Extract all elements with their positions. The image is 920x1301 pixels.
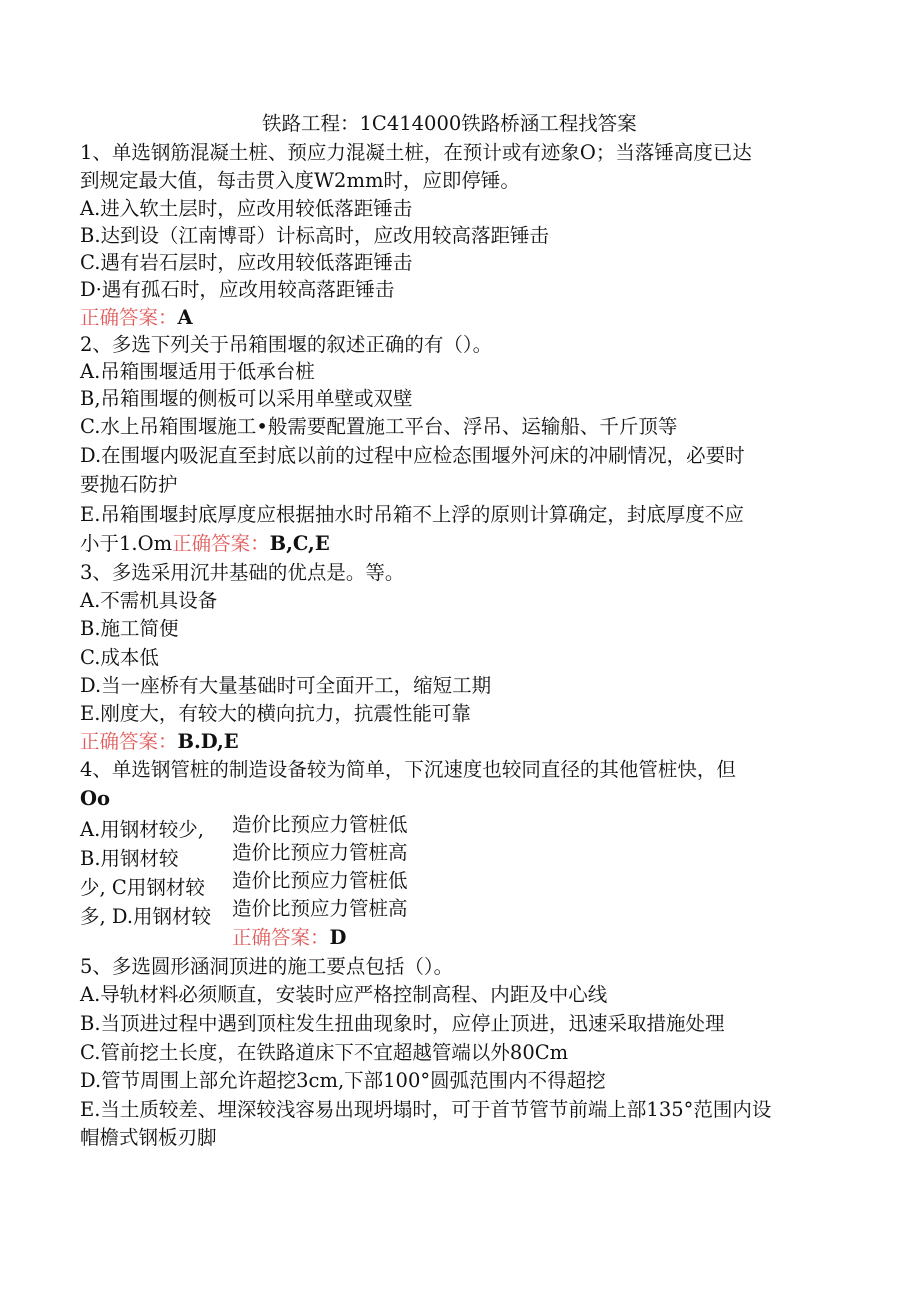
q5-option-a: A.导轨材料必须顺直，安装时应严格控制高程、内距及中心线 [80, 983, 608, 1006]
answer-label: 正确答案： [80, 730, 178, 753]
q4-right-line4: 造价比预应力管桩高 [232, 897, 408, 920]
answer-value: B,C,E [269, 532, 330, 555]
q3-option-e: E.刚度大，有较大的横向抗力，抗震性能可靠 [80, 702, 471, 725]
q2-option-d-line2: 要抛石防护 [80, 473, 178, 496]
answer-value: D [329, 926, 347, 949]
q1-option-b: B.达到设（江南博哥）计标高时，应改用较高落距锤击 [80, 224, 550, 247]
q1-answer [80, 304, 193, 332]
q1-stem-line1: 1、单选钢筋混凝土桩、预应力混凝土桩，在预计或有迹象O；当落锤高度已达 [80, 141, 752, 164]
q2-option-c: C.水上吊箱围堰施工•般需要配置施工平台、浮吊、运输船、千斤顶等 [80, 415, 678, 438]
q2-option-e-line2 [80, 530, 330, 558]
answer-label: 正确答案： [80, 306, 178, 329]
q3-option-c: C.成本低 [80, 646, 159, 669]
q2-option-e-line1: E.吊箱围堰封底厚度应根据抽水时吊箱不上浮的原则计算确定，封底厚度不应 [80, 503, 744, 526]
q4-stem-line1: 4、单选钢管桩的制造设备较为简单，下沉速度也较同直径的其他管桩快，但 [80, 758, 736, 781]
q5-option-b: B.当顶进过程中遇到顶柱发生扭曲现象时，应停止顶进，迅速采取措施处理 [80, 1012, 725, 1035]
q3-answer [80, 728, 239, 756]
q1-option-a: A.进入软土层时，应改用较低落距锤击 [80, 197, 413, 220]
q1-option-c: C.遇有岩石层时，应改用较低落距锤击 [80, 251, 413, 274]
q4-right-line2: 造价比预应力管桩高 [232, 841, 408, 864]
answer-value: B.D,E [177, 730, 239, 753]
q5-option-e-line1: E.当土质较差、埋深较浅容易出现坍塌时，可于首节管节前端上部135°范围内设 [80, 1098, 772, 1121]
q2-option-b: B,吊箱围堰的侧板可以采用单壁或双壁 [80, 387, 413, 410]
q4-left-line1: A.用钢材较少, [80, 818, 204, 841]
q2-stem: 2、多选下列关于吊箱围堰的叙述正确的有（）。 [80, 333, 493, 356]
q4-right-line3: 造价比预应力管桩低 [232, 869, 408, 892]
q2-option-e-tail: 小于1.Om [80, 532, 173, 555]
q4-left-line2: B.用钢材较 [80, 847, 179, 870]
q5-option-e-line2: 帽檐式钢板刃脚 [80, 1126, 217, 1149]
answer-label: 正确答案： [172, 532, 270, 555]
q3-option-b: B.施工简便 [80, 617, 179, 640]
page-title: 铁路工程：1C414000铁路桥涵工程找答案 [262, 112, 637, 135]
q2-option-d-line1: D.在围堰内吸泥直至封底以前的过程中应检态围堰外河床的冲刷情况，必要时 [80, 444, 745, 467]
q4-left-line4: 多, D.用钢材较 [80, 905, 212, 928]
q1-option-d: D·遇有孤石时，应改用较高落距锤击 [80, 278, 395, 301]
q4-right-line1: 造价比预应力管桩低 [232, 813, 408, 836]
q3-option-a: A.不需机具设备 [80, 589, 218, 612]
q3-stem: 3、多选采用沉井基础的优点是。等。 [80, 561, 405, 584]
q4-answer [232, 924, 346, 952]
q5-stem: 5、多选圆形涵洞顶进的施工要点包括（）。 [80, 955, 454, 978]
q3-option-d: D.当一座桥有大量基础时可全面开工，缩短工期 [80, 674, 492, 697]
answer-value: A [177, 306, 193, 329]
answer-label: 正确答案： [232, 926, 330, 949]
q4-left-line3: 少, C用钢材较 [80, 876, 205, 899]
q5-option-c: C.管前挖土长度，在铁路道床下不宜超越管端以外80Cm [80, 1041, 569, 1064]
q5-option-d: D.管节周围上部允许超挖3cm,下部100°圆弧范围内不得超挖 [80, 1069, 606, 1092]
q2-option-a: A.吊箱围堰适用于低承台桩 [80, 360, 315, 383]
q4-stem-line2: Oo [80, 787, 110, 810]
q1-stem-line2: 到规定最大值，每击贯入度W2mm时，应即停锤。 [80, 169, 520, 192]
